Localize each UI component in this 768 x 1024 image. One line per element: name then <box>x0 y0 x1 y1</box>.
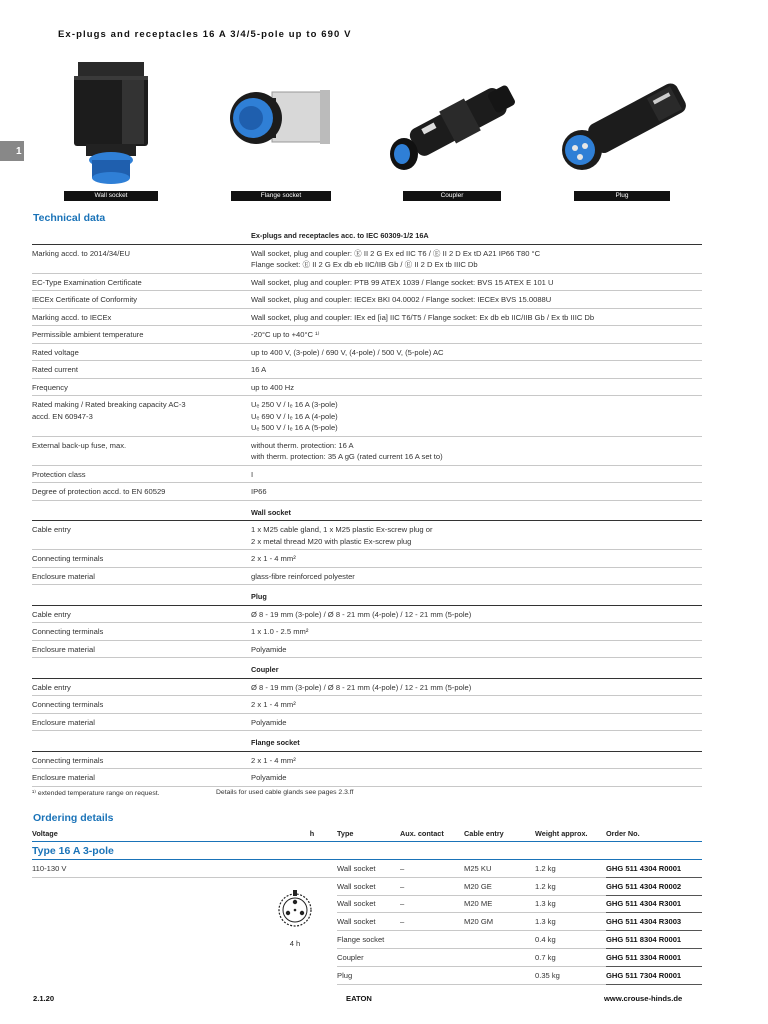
group-title: Coupler <box>251 658 702 679</box>
order-number: GHG 511 7304 R0001 <box>606 966 702 984</box>
group-header-row <box>32 658 702 679</box>
order-row <box>32 913 702 931</box>
spec-value-line: Polyamide <box>251 773 287 782</box>
spec-value-line: IP66 <box>251 487 267 496</box>
order-aux: – <box>400 860 464 878</box>
spec-row <box>32 751 702 769</box>
technical-data-title: Technical data <box>33 212 106 224</box>
spec-value-line: glass-fibre reinforced polyester <box>251 571 355 581</box>
spec-value-line: Wall socket, plug and coupler: IEx ed [ia] IIC T6/T5 / Flange socket: Ex db eb IIC/IIB Gb / Ex tb IIIC Db <box>251 312 595 322</box>
spec-label: Cable entry <box>32 605 251 623</box>
spec-row <box>32 273 702 291</box>
spec-value <box>251 769 702 787</box>
col-h: h <box>309 829 315 838</box>
spec-value-line: Uₑ 500 V / Iₑ 16 A (5-pole) <box>251 423 338 432</box>
spec-label: Connecting terminals <box>32 751 251 769</box>
flange-socket-image <box>228 56 338 188</box>
section-tab: 1 <box>0 141 24 161</box>
order-type: Wall socket <box>337 895 400 913</box>
spec-value-line: Uₑ 250 V / Iₑ 16 A (3-pole) <box>251 400 338 409</box>
order-type: Wall socket <box>337 860 400 878</box>
spec-row <box>32 465 702 483</box>
order-cable <box>464 948 535 966</box>
order-h <box>287 948 337 966</box>
spec-value-line: Ø 8 - 19 mm (3-pole) / Ø 8 - 21 mm (4-pole) / 12 - 21 mm (5-pole) <box>251 609 472 619</box>
col-voltage: Voltage <box>32 829 58 838</box>
flange-socket-caption: Flange socket <box>231 191 331 201</box>
page-title: Ex-plugs and receptacles 16 A 3/4/5-pole up to 690 V <box>58 29 352 40</box>
order-number: GHG 511 3304 R0001 <box>606 948 702 966</box>
spec-value-line: Uₑ 690 V / Iₑ 16 A (4-pole) <box>251 411 338 421</box>
spec-value-line: Polyamide <box>251 644 287 654</box>
spec-row <box>32 623 702 641</box>
order-voltage <box>32 931 287 949</box>
spec-value-line: 1 x 1.0 - 2.5 mm² <box>251 627 309 636</box>
spec-value <box>251 550 702 568</box>
spec-row <box>32 308 702 326</box>
order-cable: M25 KU <box>464 860 535 878</box>
order-number: GHG 511 4304 R3003 <box>606 913 702 931</box>
ordering-table <box>32 826 702 985</box>
order-row <box>32 948 702 966</box>
spec-label: Enclosure material <box>32 640 251 658</box>
spec-value <box>251 308 702 326</box>
spec-row <box>32 244 702 273</box>
spec-value-line: Flange socket: Ⓔ II 2 G Ex db eb IIC/IIB Gb / Ⓔ II 2 D Ex tb IIIC Db <box>251 260 478 269</box>
order-voltage <box>32 948 287 966</box>
order-number: GHG 511 4304 R0002 <box>606 877 702 895</box>
page-number: 2.1.20 <box>33 994 55 1003</box>
col-order-no: Order No. <box>606 829 640 838</box>
spec-row <box>32 550 702 568</box>
order-row <box>32 895 702 913</box>
spec-row <box>32 521 702 550</box>
order-number: GHG 511 4304 R3001 <box>606 895 702 913</box>
spec-value <box>251 696 702 714</box>
order-weight: 1.2 kg <box>535 877 606 895</box>
order-weight: 0.35 kg <box>535 966 606 984</box>
spec-label: Rated voltage <box>32 343 251 361</box>
order-type: Flange socket <box>337 931 400 949</box>
order-row <box>32 966 702 984</box>
spec-row <box>32 640 702 658</box>
spec-label: Cable entry <box>32 521 251 550</box>
spec-value <box>251 623 702 641</box>
order-type: Plug <box>337 966 400 984</box>
spec-value-line: 2 x 1 - 4 mm² <box>251 700 296 709</box>
spec-value-line: 2 x metal thread M20 with plastic Ex-screw plug <box>251 536 412 546</box>
order-voltage <box>32 913 287 931</box>
pin-diagram-label: 4 h <box>289 939 301 948</box>
group-title: Flange socket <box>251 731 702 752</box>
spec-row <box>32 769 702 787</box>
spec-value <box>251 713 702 731</box>
wall-socket-caption: Wall socket <box>64 191 158 201</box>
order-cable: M20 GM <box>464 913 535 931</box>
spec-row <box>32 696 702 714</box>
order-voltage <box>32 966 287 984</box>
spec-value-line: 2 x 1 - 4 mm² <box>251 554 296 563</box>
spec-value <box>251 605 702 623</box>
group-header-spacer <box>32 658 251 679</box>
spec-label: Degree of protection accd. to EN 60529 <box>32 483 251 501</box>
spec-value <box>251 483 702 501</box>
footnote-temperature: ¹⁾ extended temperature range on request. <box>32 790 160 797</box>
order-row <box>32 877 702 895</box>
group-header-spacer <box>32 500 251 521</box>
order-h <box>287 860 337 878</box>
order-weight: 0.7 kg <box>535 948 606 966</box>
order-number: GHG 511 4304 R0001 <box>606 860 702 878</box>
spec-label: Enclosure material <box>32 567 251 585</box>
spec-row <box>32 343 702 361</box>
spec-label: EC-Type Examination Certificate <box>32 273 251 291</box>
website-link[interactable]: www.crouse-hinds.de <box>604 994 683 1003</box>
order-voltage: 110-130 V <box>32 860 287 878</box>
col-aux-contact: Aux. contact <box>400 829 444 838</box>
order-aux <box>400 948 464 966</box>
spec-value-line: 16 A <box>251 365 267 374</box>
spec-label: Enclosure material <box>32 713 251 731</box>
ordering-details-title: Ordering details <box>33 812 114 824</box>
spec-label: Cable entry <box>32 678 251 696</box>
spec-value-line: -20°C up to +40°C ¹⁾ <box>251 330 320 339</box>
group-title: Wall socket <box>251 500 702 521</box>
spec-label: Marking accd. to 2014/34/EU <box>32 244 251 273</box>
spec-row <box>32 678 702 696</box>
spec-label: Enclosure material <box>32 769 251 787</box>
coupler-caption: Coupler <box>403 191 501 201</box>
pin-diagram <box>270 885 320 948</box>
spec-value-line: Polyamide <box>251 717 287 727</box>
spec-row <box>32 291 702 309</box>
group-header-row <box>32 585 702 606</box>
spec-label: Connecting terminals <box>32 623 251 641</box>
order-row <box>32 860 702 878</box>
order-cable <box>464 931 535 949</box>
spec-value <box>251 343 702 361</box>
spec-value-line: Ø 8 - 19 mm (3-pole) / Ø 8 - 21 mm (4-pole) / 12 - 21 mm (5-pole) <box>251 682 472 692</box>
spec-row <box>32 483 702 501</box>
spec-value <box>251 244 702 273</box>
plug-caption: Plug <box>574 191 670 201</box>
spec-value-line: up to 400 V, (3-pole) / 690 V, (4-pole) / 500 V, (5-pole) AC <box>251 347 444 357</box>
spec-label: Permissible ambient temperature <box>32 326 251 344</box>
spec-value <box>251 567 702 585</box>
spec-value <box>251 291 702 309</box>
socket-pin-icon <box>270 885 320 935</box>
order-weight: 1.3 kg <box>535 895 606 913</box>
col-weight: Weight approx. <box>535 829 588 838</box>
technical-data-table <box>32 226 702 787</box>
type-title-row <box>32 842 702 860</box>
order-aux <box>400 931 464 949</box>
spec-value <box>251 378 702 396</box>
order-weight: 1.3 kg <box>535 913 606 931</box>
spec-value-line: without therm. protection: 16 A <box>251 440 354 450</box>
spec-label: Protection class <box>32 465 251 483</box>
spec-label: IECEx Certificate of Conformity <box>32 291 251 309</box>
technical-header-spacer <box>32 226 251 244</box>
order-aux: – <box>400 877 464 895</box>
spec-value-line: up to 400 Hz <box>251 382 295 392</box>
order-h <box>287 966 337 984</box>
plug-image <box>560 56 700 188</box>
spec-label: Connecting terminals <box>32 550 251 568</box>
spec-value-line: I <box>251 469 254 479</box>
spec-label: External back-up fuse, max. <box>32 436 251 465</box>
col-type: Type <box>337 829 354 838</box>
technical-column-header: Ex-plugs and receptacles acc. to IEC 60309-1/2 16A <box>251 226 702 244</box>
col-cable-entry: Cable entry <box>464 829 504 838</box>
order-weight: 1.2 kg <box>535 860 606 878</box>
spec-row <box>32 605 702 623</box>
spec-row <box>32 326 702 344</box>
order-weight: 0.4 kg <box>535 931 606 949</box>
order-cable: M20 GE <box>464 877 535 895</box>
spec-value <box>251 326 702 344</box>
group-header-spacer <box>32 731 251 752</box>
wall-socket-image <box>64 56 164 188</box>
order-aux: – <box>400 913 464 931</box>
spec-row <box>32 361 702 379</box>
spec-value-line: Wall socket, plug and coupler: PTB 99 ATEX 1039 / Flange socket: BVS 15 ATEX E 101 U <box>251 277 554 287</box>
spec-value <box>251 396 702 437</box>
order-type: Wall socket <box>337 877 400 895</box>
brand-name: EATON <box>346 994 372 1003</box>
order-aux <box>400 966 464 984</box>
spec-row <box>32 436 702 465</box>
spec-label: Rated making / Rated breaking capacity AC-3 accd. EN 60947-3 <box>32 396 251 437</box>
spec-value <box>251 436 702 465</box>
group-header-row <box>32 731 702 752</box>
order-cable: M20 ME <box>464 895 535 913</box>
technical-header-row <box>32 226 702 244</box>
ordering-header-row <box>32 826 702 842</box>
spec-label: Rated current <box>32 361 251 379</box>
order-number: GHG 511 8304 R0001 <box>606 931 702 949</box>
spec-value <box>251 751 702 769</box>
spec-value-line: Wall socket, plug and coupler: Ⓔ II 2 G Ex ed IIC T6 / Ⓔ II 2 D Ex tD A21 IP66 T80 °C <box>251 248 541 258</box>
spec-value-line: with therm. protection: 35 A gG (rated current 16 A set to) <box>251 452 443 461</box>
spec-row <box>32 396 702 437</box>
order-voltage <box>32 895 287 913</box>
spec-label: Frequency <box>32 378 251 396</box>
spec-label: Marking accd. to IECEx <box>32 308 251 326</box>
spec-row <box>32 378 702 396</box>
order-cable <box>464 966 535 984</box>
type-title: Type 16 A 3-pole <box>32 844 114 857</box>
group-title: Plug <box>251 585 702 606</box>
spec-row <box>32 567 702 585</box>
order-row <box>32 931 702 949</box>
spec-value <box>251 678 702 696</box>
spec-row <box>32 713 702 731</box>
order-type: Coupler <box>337 948 400 966</box>
spec-value-line: Wall socket, plug and coupler: IECEx BKI 04.0002 / Flange socket: IECEx BVS 15.0088U <box>251 295 552 304</box>
spec-value <box>251 521 702 550</box>
spec-value-line: 2 x 1 - 4 mm² <box>251 755 296 765</box>
group-header-row <box>32 500 702 521</box>
order-voltage <box>32 877 287 895</box>
coupler-image <box>386 56 526 188</box>
order-type: Wall socket <box>337 913 400 931</box>
spec-value <box>251 361 702 379</box>
footnote-cable-glands: Details for used cable glands see pages 2.3.ff <box>216 789 354 796</box>
spec-value <box>251 640 702 658</box>
order-aux: – <box>400 895 464 913</box>
spec-label: Connecting terminals <box>32 696 251 714</box>
spec-value-line: 1 x M25 cable gland, 1 x M25 plastic Ex-screw plug or <box>251 525 433 534</box>
spec-value <box>251 465 702 483</box>
spec-value <box>251 273 702 291</box>
group-header-spacer <box>32 585 251 606</box>
